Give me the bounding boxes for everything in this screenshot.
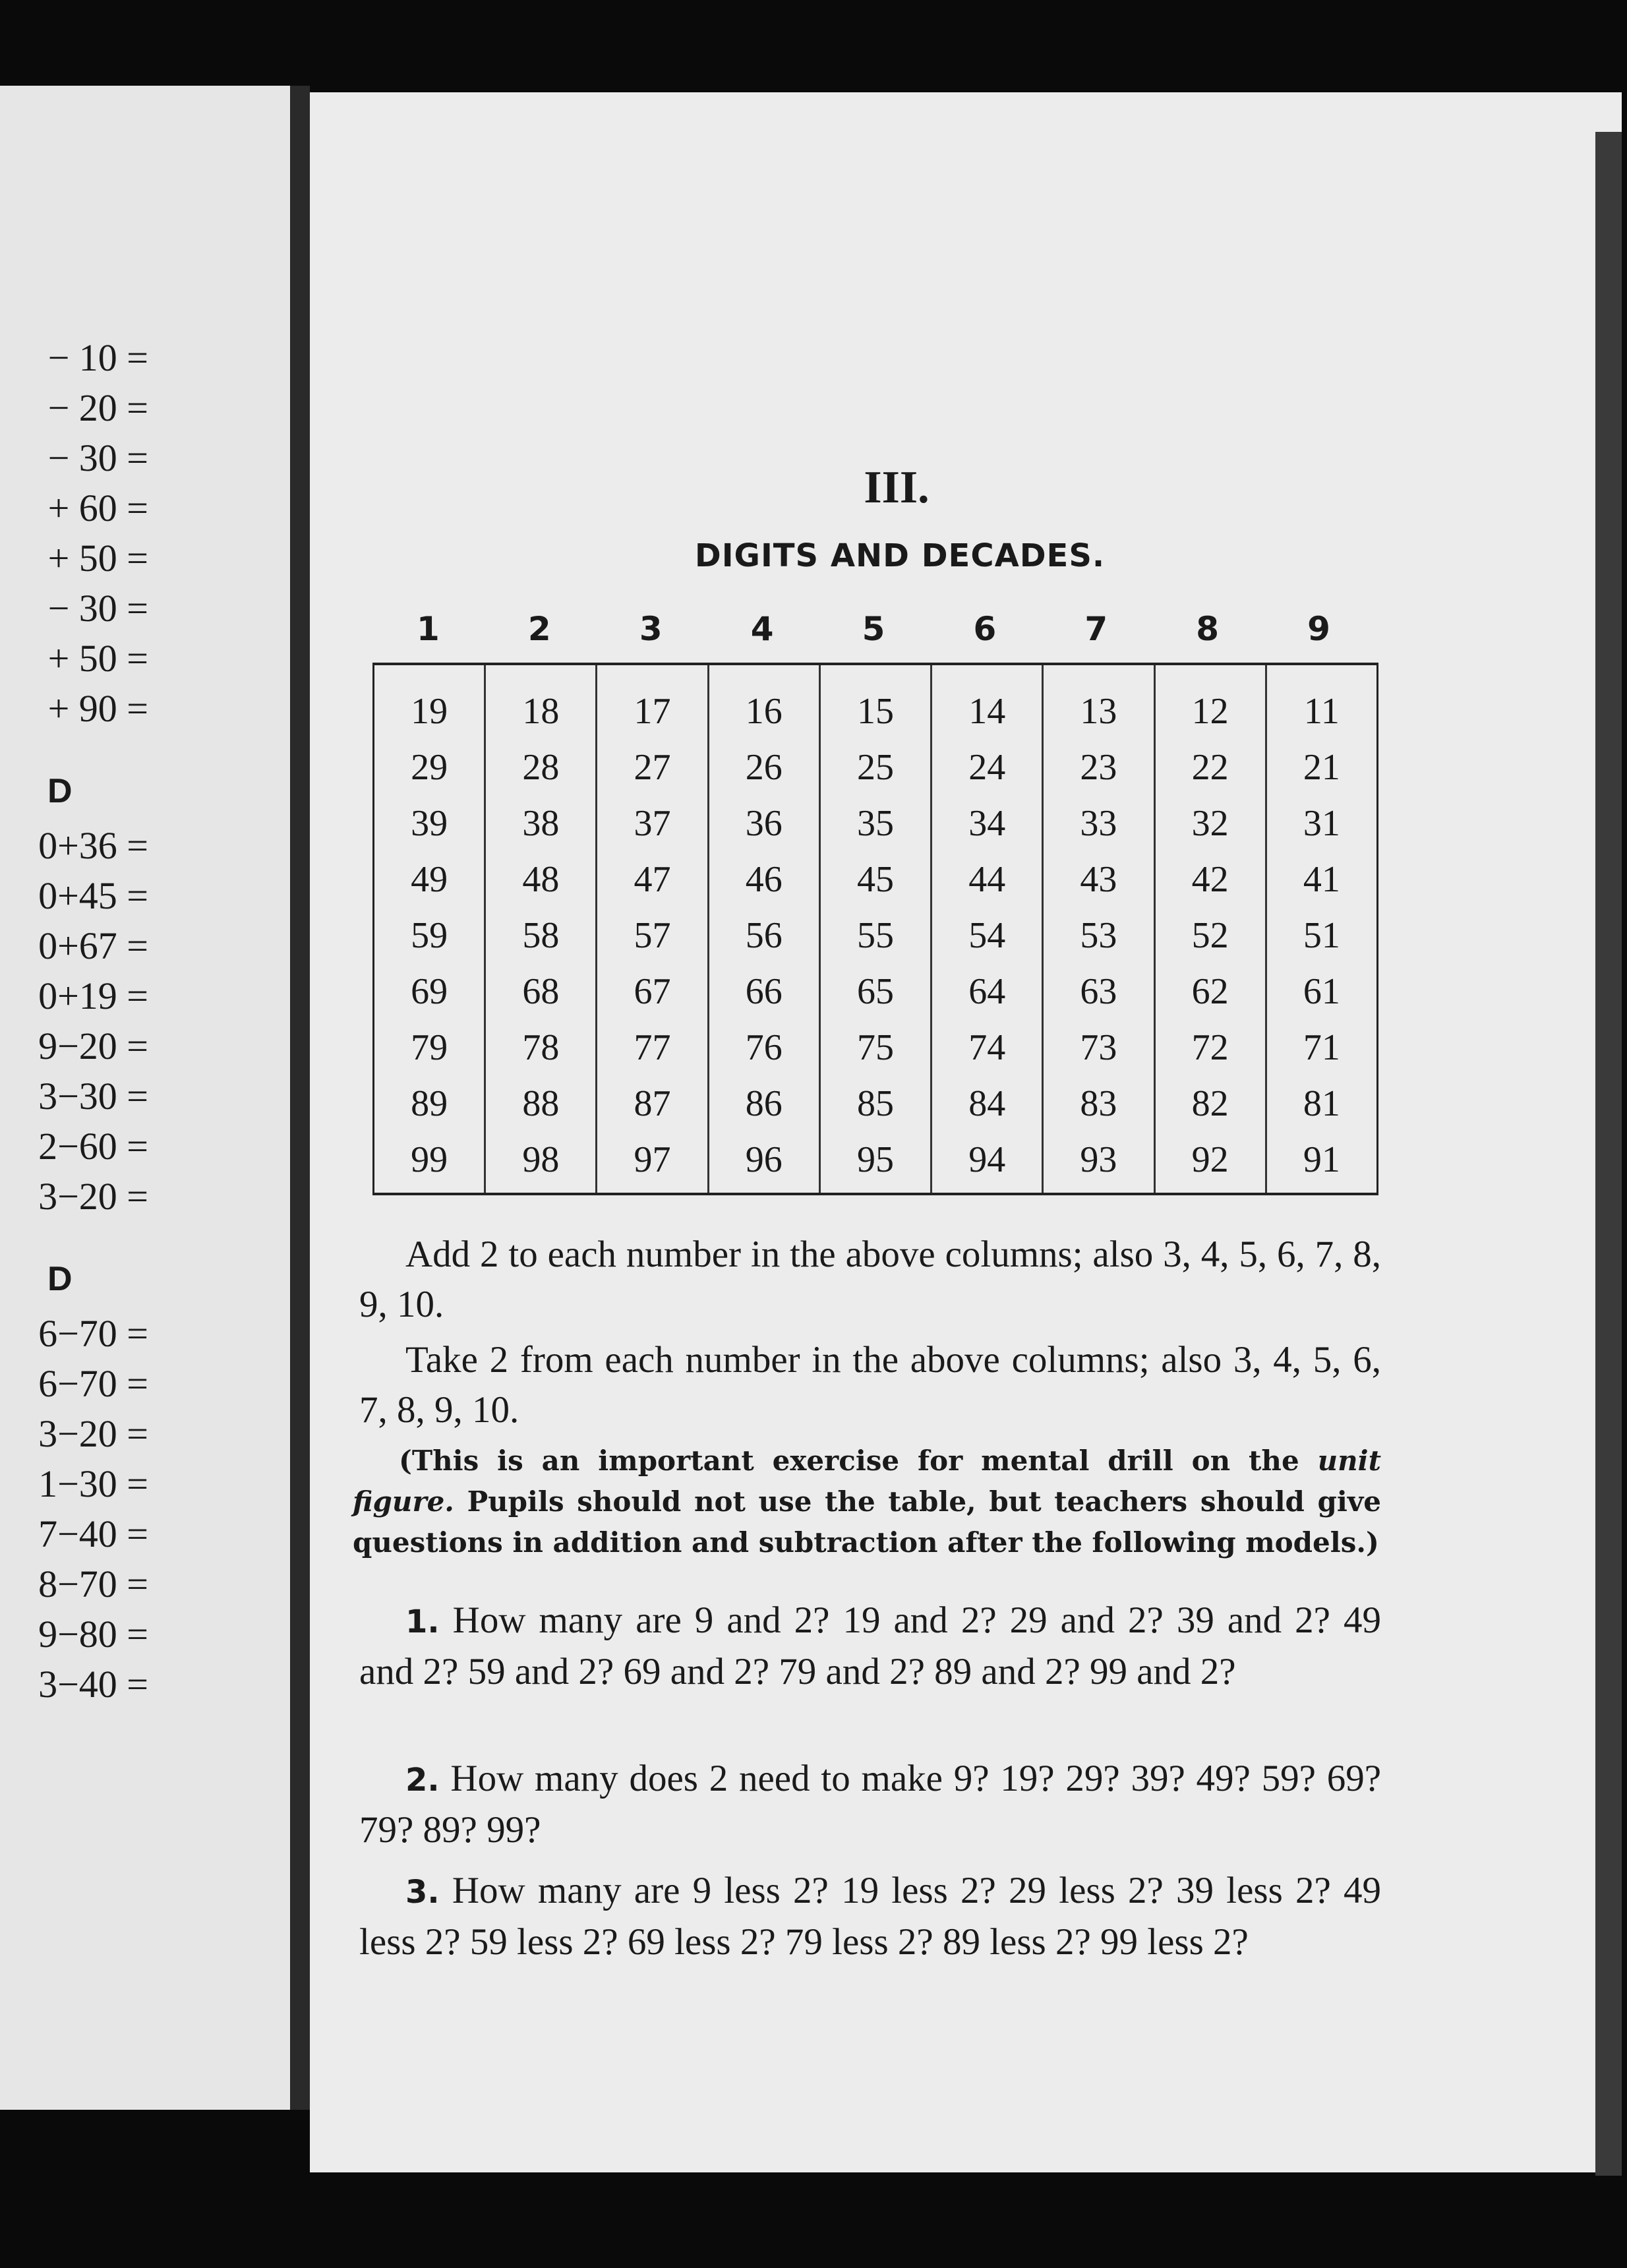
left-section-heading: D	[47, 1260, 73, 1298]
table-cell: 79	[411, 1027, 448, 1068]
column-header: 7	[1084, 610, 1108, 648]
table-cell: 53	[1080, 915, 1117, 956]
table-cell: 46	[745, 859, 783, 900]
left-equation: 3−40 =	[38, 1663, 148, 1706]
section-number: III.	[864, 462, 930, 513]
table-cell: 15	[856, 691, 894, 732]
left-equation: 3−20 =	[38, 1175, 148, 1218]
table-cell: 66	[745, 971, 783, 1012]
exercise-1	[359, 1596, 1381, 1697]
exercise-text: How many are 9 and 2? 19 and 2? 29 and 2? 39 and 2? 49 and 2? 59 and 2? 69 and 2? 79 and 2? 89 and 2? 99 and 2?	[359, 1599, 1382, 1692]
exercise-text: How many does 2 need to make 9? 19? 29? 39? 49? 59? 69? 79? 89? 99?	[359, 1758, 1381, 1851]
table-cell: 44	[968, 859, 1006, 900]
table-cell: 86	[745, 1083, 783, 1124]
table-cell: 43	[1080, 859, 1117, 900]
table-cell: 95	[856, 1139, 894, 1180]
table-cell: 42	[1191, 859, 1229, 900]
left-equation: + 90 =	[47, 687, 148, 730]
table-cell: 72	[1191, 1027, 1229, 1068]
table-cell: 84	[968, 1083, 1006, 1124]
exercise-number: 2.	[405, 1762, 440, 1799]
table-cell: 82	[1191, 1083, 1229, 1124]
left-equation: 3−30 =	[38, 1075, 148, 1118]
take-instruction: Take 2 from each number in the above columns; also 3, 4, 5, 6, 7, 8, 9, 10.	[359, 1339, 1381, 1431]
column-header: 9	[1307, 610, 1330, 648]
left-equation: 0+19 =	[38, 974, 148, 1017]
table-cell: 71	[1303, 1027, 1340, 1068]
table-cell: 27	[634, 747, 671, 788]
add-instruction: Add 2 to each number in the above columns; also 3, 4, 5, 6, 7, 8, 9, 10.	[359, 1234, 1381, 1325]
table-cell: 33	[1080, 803, 1117, 844]
table-cell: 48	[522, 859, 560, 900]
table-cell: 36	[745, 803, 783, 844]
exercise-text: How many are 9 less 2? 19 less 2? 29 less 2? 39 less 2? 49 less 2? 59 less 2? 69 less 2? 79 less 2? 89 less 2? 99 less 2?	[359, 1870, 1381, 1963]
table-column	[821, 665, 932, 1193]
column-header: 2	[527, 610, 551, 648]
table-cell: 57	[634, 915, 671, 956]
table-cell: 16	[745, 691, 783, 732]
table-cell: 58	[522, 915, 560, 956]
table-cell: 13	[1080, 691, 1117, 732]
table-cell: 92	[1191, 1139, 1229, 1180]
left-equation: 8−70 =	[38, 1563, 148, 1605]
table-cell: 63	[1080, 971, 1117, 1012]
column-header: 3	[639, 610, 663, 648]
table-column	[486, 665, 597, 1193]
table-cell: 83	[1080, 1083, 1117, 1124]
column-header: 1	[417, 610, 440, 648]
left-equation: + 60 =	[47, 487, 148, 529]
table-cell: 26	[745, 747, 783, 788]
table-cell: 14	[968, 691, 1006, 732]
digits-decades-table	[372, 663, 1378, 1195]
table-column	[1044, 665, 1155, 1193]
table-cell: 52	[1191, 915, 1229, 956]
exercise-3	[359, 1866, 1381, 1967]
left-equation: 1−30 =	[38, 1462, 148, 1505]
table-cell: 18	[522, 691, 560, 732]
table-cell: 56	[745, 915, 783, 956]
table-cell: 73	[1080, 1027, 1117, 1068]
table-cell: 45	[856, 859, 894, 900]
table-cell: 81	[1303, 1083, 1340, 1124]
section-title: DIGITS AND DECADES.	[694, 537, 1106, 574]
table-cell: 97	[634, 1139, 671, 1180]
table-cell: 74	[968, 1027, 1006, 1068]
table-cell: 12	[1191, 691, 1229, 732]
table-cell: 88	[522, 1083, 560, 1124]
table-cell: 94	[968, 1139, 1006, 1180]
table-cell: 99	[411, 1139, 448, 1180]
note-text-italic: unit figure.	[353, 1445, 1381, 1518]
table-column	[374, 665, 486, 1193]
exercise-number: 3.	[405, 1874, 440, 1911]
table-cell: 22	[1191, 747, 1229, 788]
table-cell: 31	[1303, 803, 1340, 844]
table-column	[709, 665, 821, 1193]
table-cell: 75	[856, 1027, 894, 1068]
left-equation: − 10 =	[47, 336, 148, 379]
table-cell: 35	[856, 803, 894, 844]
table-cell: 38	[522, 803, 560, 844]
table-cell: 64	[968, 971, 1006, 1012]
table-cell: 77	[634, 1027, 671, 1068]
table-cell: 19	[411, 691, 448, 732]
table-cell: 85	[856, 1083, 894, 1124]
table-column	[1156, 665, 1267, 1193]
table-cell: 11	[1303, 691, 1340, 732]
left-equation: 0+36 =	[38, 824, 148, 867]
note-text-before: (This is an important exercise for mental drill on the	[399, 1445, 1318, 1477]
table-cell: 28	[522, 747, 560, 788]
table-cell: 62	[1191, 971, 1229, 1012]
left-equation: 7−40 =	[38, 1512, 148, 1555]
left-equation: + 50 =	[47, 537, 148, 580]
left-equation: 9−20 =	[38, 1025, 148, 1067]
table-cell: 87	[634, 1083, 671, 1124]
column-header: 8	[1196, 610, 1220, 648]
table-cell: 21	[1303, 747, 1340, 788]
table-cell: 17	[634, 691, 671, 732]
table-cell: 51	[1303, 915, 1340, 956]
column-header: 4	[750, 610, 774, 648]
column-header: 6	[973, 610, 997, 648]
left-equation: − 20 =	[47, 386, 148, 429]
table-cell: 24	[968, 747, 1006, 788]
table-cell: 47	[634, 859, 671, 900]
teacher-note	[353, 1441, 1381, 1563]
exercise-2	[359, 1754, 1381, 1855]
table-cell: 23	[1080, 747, 1117, 788]
table-cell: 55	[856, 915, 894, 956]
table-cell: 29	[411, 747, 448, 788]
table-column	[932, 665, 1044, 1193]
table-cell: 61	[1303, 971, 1340, 1012]
table-cell: 69	[411, 971, 448, 1012]
table-cell: 93	[1080, 1139, 1117, 1180]
left-equation: − 30 =	[47, 436, 148, 479]
table-cell: 89	[411, 1083, 448, 1124]
table-cell: 76	[745, 1027, 783, 1068]
left-equation: − 30 =	[47, 587, 148, 630]
table-cell: 54	[968, 915, 1006, 956]
table-cell: 25	[856, 747, 894, 788]
page-gutter	[290, 86, 310, 2110]
table-cell: 65	[856, 971, 894, 1012]
left-equation: 6−70 =	[38, 1312, 148, 1355]
table-cell: 41	[1303, 859, 1340, 900]
left-equation: 0+67 =	[38, 924, 148, 967]
table-cell: 34	[968, 803, 1006, 844]
left-section-heading: D	[47, 772, 73, 810]
left-equation: 3−20 =	[38, 1412, 148, 1455]
left-equation: 6−70 =	[38, 1362, 148, 1405]
exercise-number: 1.	[405, 1603, 440, 1640]
left-equation: + 50 =	[47, 637, 148, 680]
column-header: 5	[862, 610, 885, 648]
table-cell: 98	[522, 1139, 560, 1180]
page-edge	[1595, 132, 1622, 2176]
table-cell: 67	[634, 971, 671, 1012]
table-column	[597, 665, 709, 1193]
table-cell: 37	[634, 803, 671, 844]
table-cell: 39	[411, 803, 448, 844]
left-equation: 0+45 =	[38, 874, 148, 917]
note-text-after: Pupils should not use the table, but teachers should give questions in addition and subtraction after the following models.)	[353, 1485, 1381, 1559]
table-cell: 49	[411, 859, 448, 900]
left-equation: 9−80 =	[38, 1613, 148, 1656]
table-cell: 91	[1303, 1139, 1340, 1180]
table-cell: 32	[1191, 803, 1229, 844]
table-cell: 78	[522, 1027, 560, 1068]
table-cell: 68	[522, 971, 560, 1012]
left-equation: 2−60 =	[38, 1125, 148, 1168]
table-column	[1267, 665, 1376, 1193]
table-cell: 96	[745, 1139, 783, 1180]
table-cell: 59	[411, 915, 448, 956]
